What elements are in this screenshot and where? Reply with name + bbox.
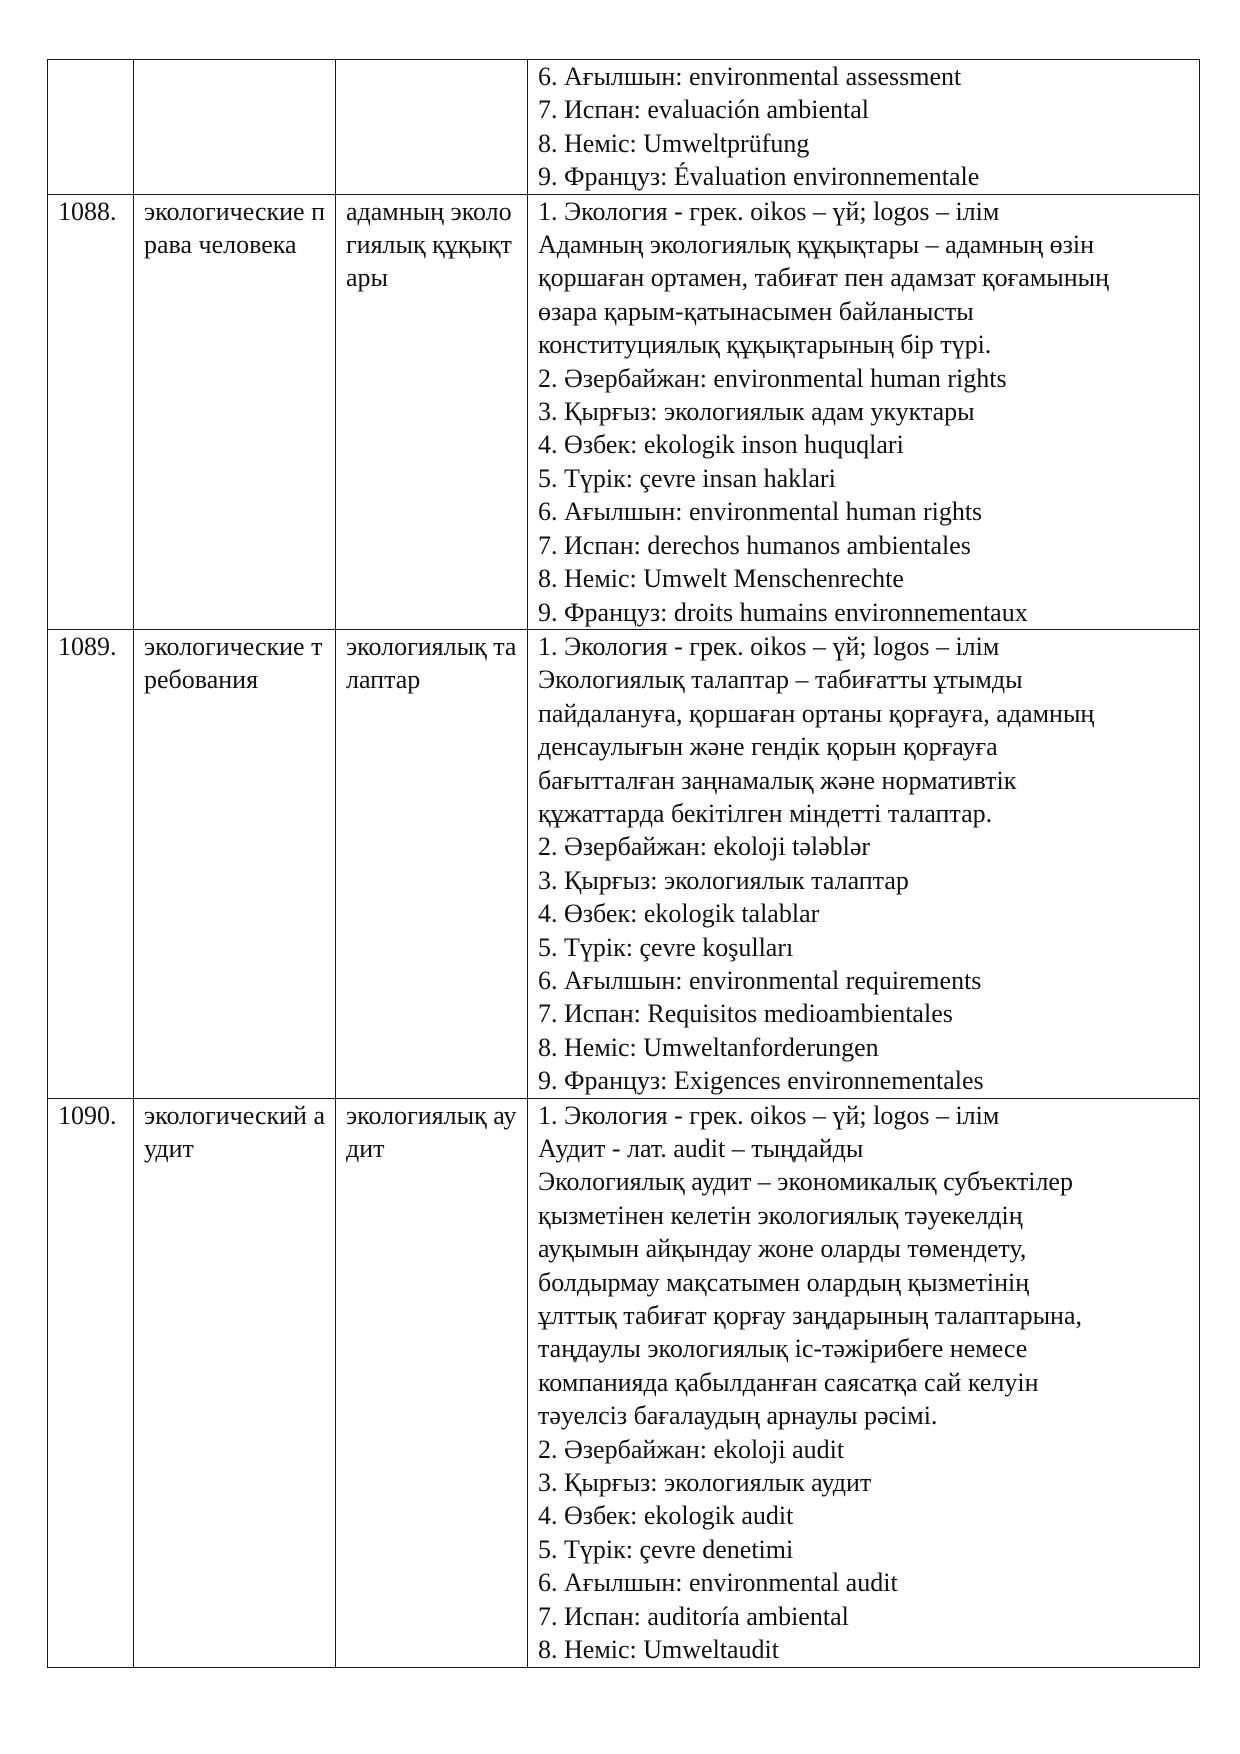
definition-line: 8. Неміс: Umweltanforderungen — [538, 1032, 879, 1062]
term-russian: экологический аудит — [134, 1098, 336, 1667]
definition-line: 2. Әзербайжан: ekoloji audit — [538, 1434, 845, 1464]
definition-line: 5. Түрік: çevre denetimi — [538, 1534, 794, 1564]
term-definition — [528, 60, 1200, 195]
definition-line: 5. Түрік: çevre insan haklari — [538, 463, 836, 493]
glossary-table — [47, 59, 1200, 1668]
definition-line: 8. Неміс: Umweltprüfung — [538, 128, 810, 158]
term-kazakh: адамның экологиялық құқықтары — [336, 194, 528, 629]
definition-line: 4. Өзбек: ekologik talablar — [538, 899, 820, 929]
table-row — [48, 194, 1200, 629]
term-kazakh — [336, 60, 528, 195]
term-kazakh: экологиялық талаптар — [336, 629, 528, 1098]
definition-line: қызметінен келетін экологиялық тәуекелдің — [538, 1200, 1023, 1230]
definition-line: 9. Француз: Exigences environnementales — [538, 1066, 984, 1096]
definition-line: 3. Қырғыз: экологиялык талаптар — [538, 865, 909, 895]
definition-line: тәуелсіз бағалаудың арнаулы рәсімі. — [538, 1401, 938, 1431]
term-number: 1088. — [48, 194, 134, 629]
definition-line: 6. Ағылшын: environmental requirements — [538, 965, 982, 995]
definition-line: 9. Француз: droits humains environnementaux — [538, 597, 1028, 627]
definition-line: 1. Экология - грек. oikos – үй; logos – ілім — [538, 631, 1000, 661]
definition-line: Экологиялық талаптар – табиғатты ұтымды — [538, 665, 1023, 695]
definition-line: 4. Өзбек: ekologik inson huquqlari — [538, 430, 904, 460]
definition-line: пайдалануға, қоршаған ортаны қорғауға, адамның — [538, 698, 1095, 728]
definition-line: Экологиялық аудит – экономикалық субъектілер — [538, 1167, 1073, 1197]
term-definition — [528, 1098, 1200, 1667]
definition-line: 2. Әзербайжан: environmental human rights — [538, 363, 1007, 393]
definition-line: 2. Әзербайжан: ekoloji tələblər — [538, 832, 871, 862]
definition-line: 7. Испан: auditoría ambiental — [538, 1601, 849, 1631]
term-number: 1089. — [48, 629, 134, 1098]
definition-line: 7. Испан: Requisitos medioambientales — [538, 999, 953, 1029]
definition-line: бағытталған заңнамалық және нормативтік — [538, 765, 1017, 795]
term-number — [48, 60, 134, 195]
table-row — [48, 60, 1200, 195]
term-russian — [134, 60, 336, 195]
definition-line: 7. Испан: evaluación ambiental — [538, 95, 870, 125]
definition-line: 3. Қырғыз: экологиялык аудит — [538, 1468, 872, 1498]
definition-line: құжаттарда бекітілген міндетті талаптар. — [538, 798, 993, 828]
term-kazakh: экологиялық аудит — [336, 1098, 528, 1667]
definition-line: ұлттық табиғат қорғау заңдарының талаптарына, — [538, 1301, 1083, 1331]
term-definition — [528, 194, 1200, 629]
definition-line: таңдаулы экологиялық іс-тәжірибеге немесе — [538, 1334, 1028, 1364]
definition-line: 6. Ағылшын: environmental assessment — [538, 62, 962, 91]
definition-line: болдырмау мақсатымен олардың қызметінің — [538, 1267, 1030, 1297]
definition-line: 1. Экология - грек. oikos – үй; logos – ілім — [538, 1100, 1000, 1130]
definition-line: 8. Неміс: Umweltaudit — [538, 1635, 780, 1665]
definition-line: ауқымын айқындау жоне оларды төмендету, — [538, 1234, 1027, 1264]
table-row — [48, 629, 1200, 1098]
definition-line: 9. Француз: Évaluation environnementale — [538, 162, 980, 192]
definition-line: Аудит - лат. audit – тыңдайды — [538, 1134, 864, 1163]
definition-line: 3. Қырғыз: экологиялык адам укуктары — [538, 397, 975, 427]
definition-line: 6. Ағылшын: environmental audit — [538, 1568, 898, 1598]
term-russian: экологические требования — [134, 629, 336, 1098]
term-number: 1090. — [48, 1098, 134, 1667]
definition-line: 4. Өзбек: ekologik audit — [538, 1501, 794, 1531]
definition-line: 8. Неміс: Umwelt Menschenrechte — [538, 564, 904, 594]
definition-line: денсаулығын және гендік қорын қорғауға — [538, 732, 998, 762]
definition-line: 6. Ағылшын: environmental human rights — [538, 497, 983, 527]
table-row — [48, 1098, 1200, 1667]
definition-line: компанияда қабылданған саясатқа сай келуін — [538, 1367, 1039, 1397]
definition-line: қоршаған ортамен, табиғат пен адамзат қоғамының — [538, 263, 1110, 293]
definition-line: 1. Экология - грек. oikos – үй; logos – ілім — [538, 196, 1000, 226]
term-definition — [528, 629, 1200, 1098]
definition-line: Адамның экологиялық құқықтары – адамның өзін — [538, 230, 1095, 260]
definition-line: өзара қарым-қатынасымен байланысты — [538, 296, 974, 326]
definition-line: 7. Испан: derechos humanos ambientales — [538, 530, 971, 560]
definition-line: конституциялық құқықтарының бір түрі. — [538, 330, 992, 360]
definition-line: 5. Түрік: çevre koşulları — [538, 932, 794, 962]
term-russian: экологические права человека — [134, 194, 336, 629]
